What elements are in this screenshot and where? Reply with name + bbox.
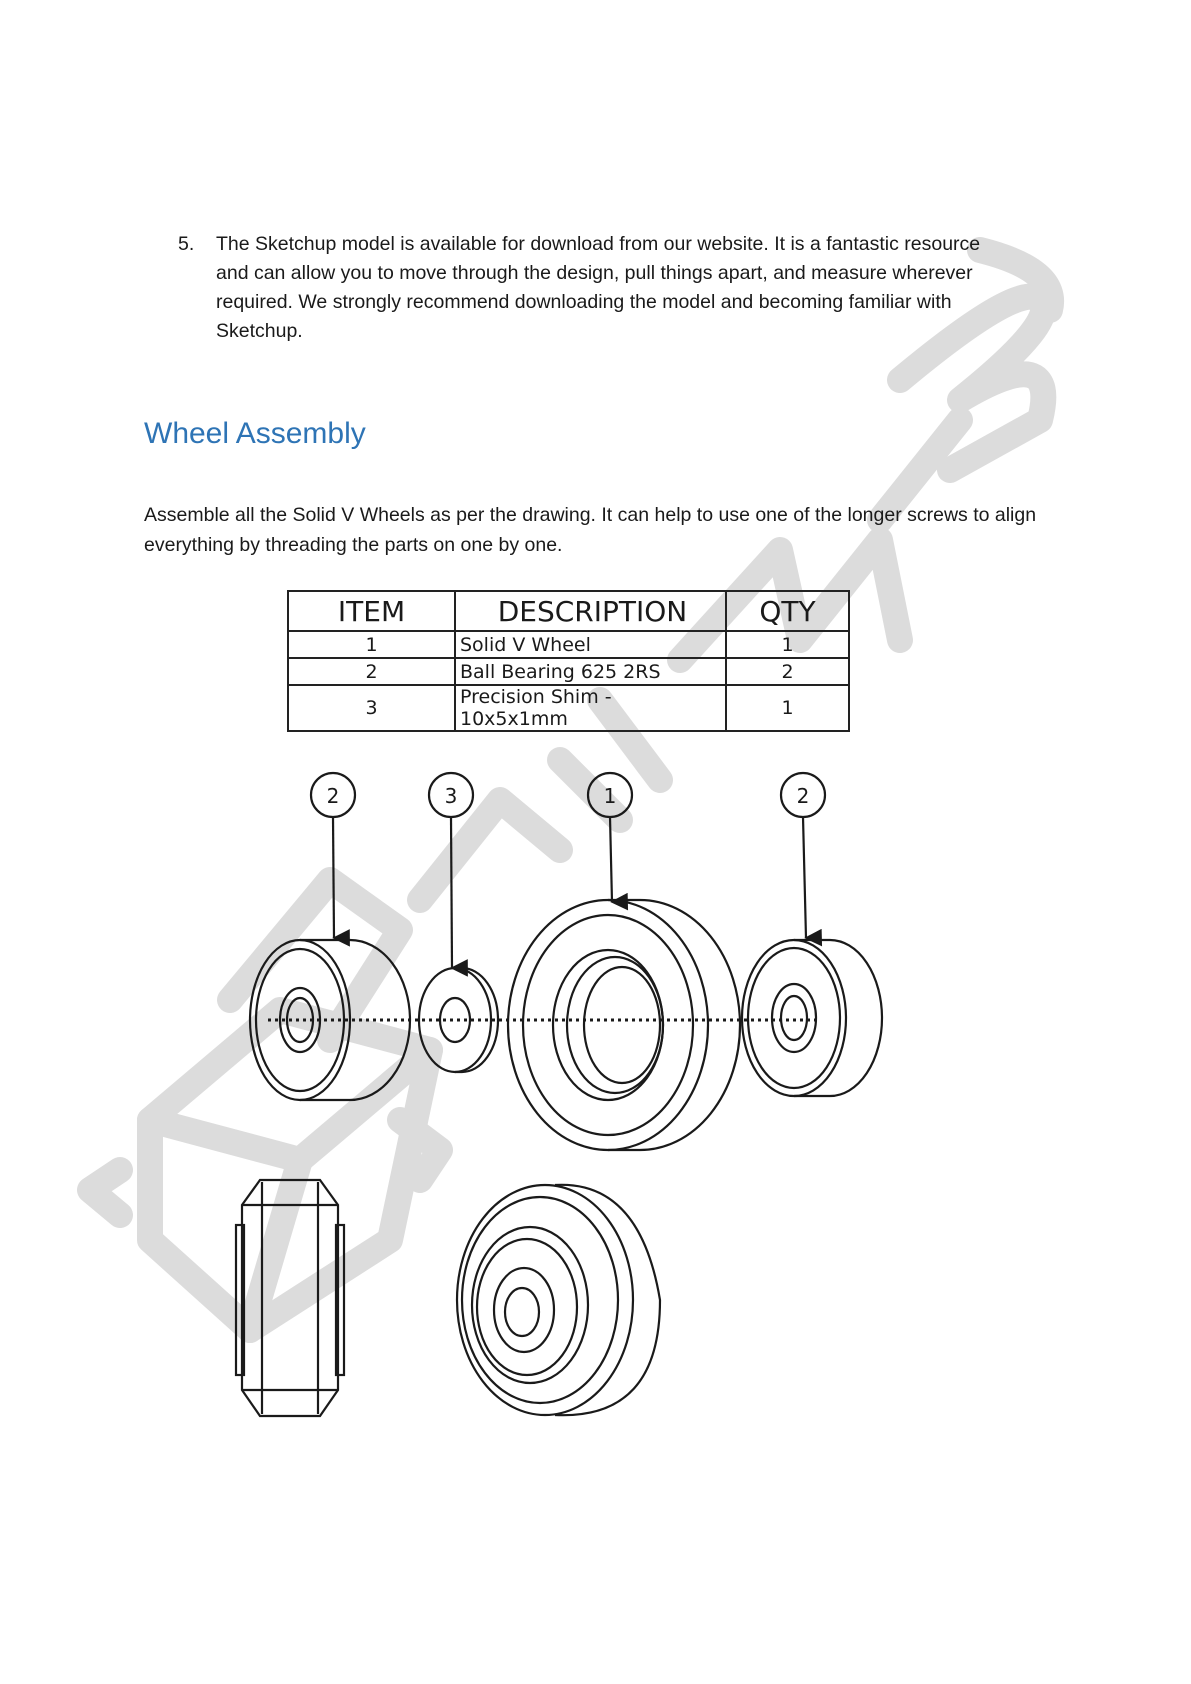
bill-of-materials-table [287,590,850,732]
solid-v-wheel [508,900,740,1150]
table-row [288,685,849,731]
list-number: 5. [178,233,195,255]
header-description: DESCRIPTION [455,591,726,631]
header-item: ITEM [288,591,455,631]
cell-qty: 1 [726,631,849,658]
balloon-label: 2 [796,784,810,808]
instruction-paragraph: Assemble all the Solid V Wheels as per the drawing. It can help to use one of the longer screws to align everything by threading the parts on one by one. [144,504,1037,556]
cell-item: 3 [288,685,455,731]
table-header-row [288,591,849,631]
balloon-label: 2 [326,784,340,808]
cell-item: 1 [288,631,455,658]
bearing-left [250,940,410,1100]
balloon-item-2-right [781,773,825,938]
balloon-label: 3 [444,784,458,808]
wheel-assembly-drawing [0,750,1191,1430]
balloon-item-3 [429,773,473,968]
cell-description: Solid V Wheel [455,631,726,658]
cell-qty: 1 [726,685,849,731]
balloon-item-1 [588,773,632,902]
header-qty: QTY [726,591,849,631]
table-row [288,631,849,658]
bearing-right [742,940,882,1096]
cell-description: Ball Bearing 625 2RS [455,658,726,685]
balloon-item-2-left [311,773,355,938]
table-row [288,658,849,685]
wheel-isometric-view [457,1185,660,1415]
cell-qty: 2 [726,658,849,685]
balloon-label: 1 [603,784,617,808]
cell-description: Precision Shim - 10x5x1mm [455,685,726,731]
wheel-side-view [236,1180,344,1416]
section-heading: Wheel Assembly [144,417,366,450]
list-text: The Sketchup model is available for download from our website. It is a fantastic resource and can allow you to move through the design, pull things apart, and measure wherever required. We strongly recommend downloading the model and becoming familiar with Sketchup. [216,233,981,342]
cell-item: 2 [288,658,455,685]
